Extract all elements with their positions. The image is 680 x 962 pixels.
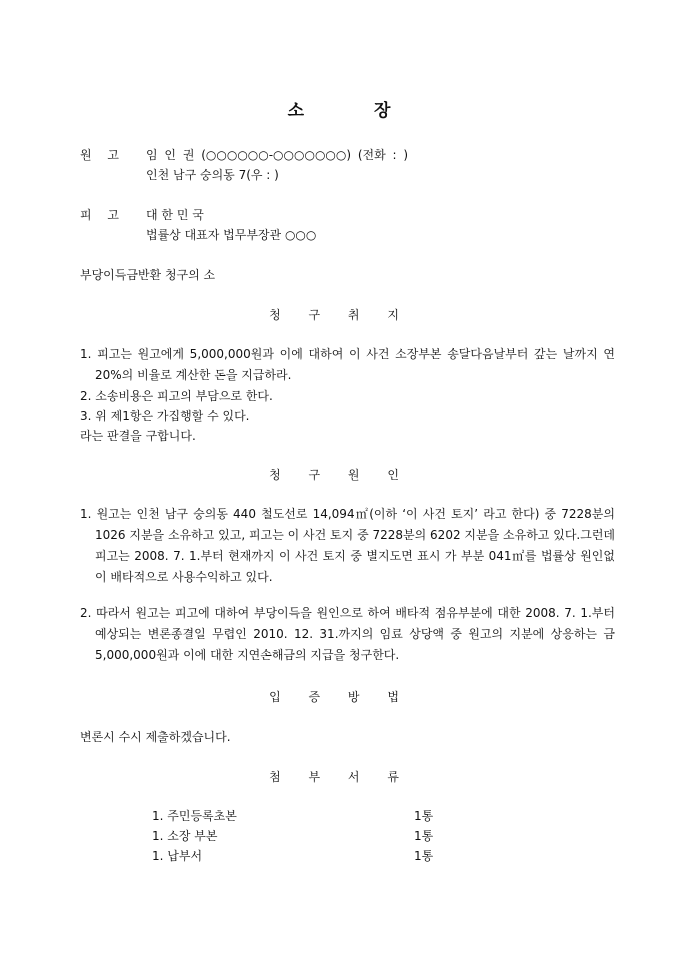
attachment-count: 1통 xyxy=(414,829,434,843)
attachments-heading: 첨 부 서 류 xyxy=(269,770,411,784)
case-name: 부당이득금반환 청구의 소 xyxy=(80,268,216,282)
claim-cause-paragraph-2: 2. 따라서 원고는 피고에 대하여 부당이득을 원인으로 하여 배타적 점유부분에 대한 2008. 7. 1.부터 예상되는 변론종결일 무렵인 2010. 12. 31.까지의 임료 상당액 중 원고의 지분에 상응하는 금 5,000,000원과 이에 대한 지연손해금의 지급을 청구한다. xyxy=(80,606,615,662)
attachment-count: 1통 xyxy=(414,849,434,863)
claim-purpose-heading: 청 구 취 지 xyxy=(269,308,411,322)
claim-cause-heading: 청 구 원 인 xyxy=(269,468,411,482)
attachment-name: 1. 납부서 xyxy=(152,849,203,863)
defendant-name: 대 한 민 국 xyxy=(146,208,204,222)
attachment-name: 1. 주민등록초본 xyxy=(152,809,237,823)
document-title xyxy=(0,96,680,121)
claim-purpose-item-2: 2. 소송비용은 피고의 부담으로 한다. xyxy=(80,389,273,403)
defendant-representative: 법률상 대표자 법무부장관 ○○○ xyxy=(146,228,317,242)
claim-purpose-closing: 라는 판결을 구합니다. xyxy=(80,429,196,443)
plaintiff-address: 인천 남구 숭의동 7(우 : ) xyxy=(146,168,279,182)
defendant-label: 피 고 xyxy=(80,208,125,222)
attachment-name: 1. 소장 부본 xyxy=(152,829,218,843)
claim-purpose-item-3: 3. 위 제1항은 가집행할 수 있다. xyxy=(80,409,250,423)
title-char-right: 장 xyxy=(374,101,393,121)
attachment-count: 1통 xyxy=(414,809,434,823)
plaintiff-label: 원 고 xyxy=(80,148,125,162)
evidence-text: 변론시 수시 제출하겠습니다. xyxy=(80,730,231,744)
title-char-left: 소 xyxy=(287,101,306,121)
plaintiff-name-line: 임 인 권 (○○○○○○-○○○○○○○) (전화 : ) xyxy=(146,148,409,162)
evidence-heading: 입 증 방 법 xyxy=(269,690,411,704)
claim-cause-paragraph-1: 1. 원고는 인천 남구 숭의동 440 철도선로 14,094㎡(이하 ‘이 사건 토지’ 라고 한다) 중 7228분의 1026 지분을 소유하고 있고, 피고는 이 사건 토지 중 7228분의 6202 지분을 소유하고 있다.그런데 피고는 2008. 7. 1.부터 현재까지 이 사건 토지 중 별지도면 표시 가 부분 041㎡를 법률상 원인없이 배타적으로 사용수익하고 있다. xyxy=(80,507,615,584)
claim-purpose-item-1: 1. 피고는 원고에게 5,000,000원과 이에 대하여 이 사건 소장부본 송달다음날부터 갚는 날까지 연 20%의 비율로 계산한 돈을 지급하라. xyxy=(80,347,615,382)
